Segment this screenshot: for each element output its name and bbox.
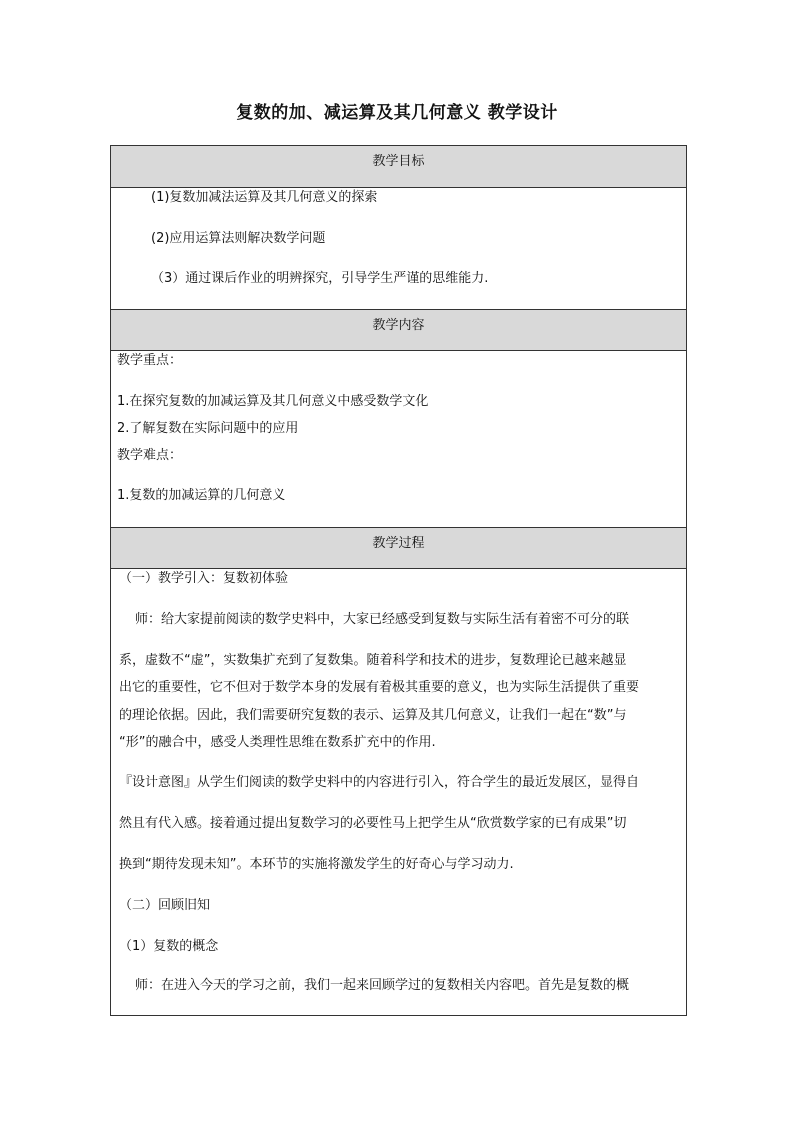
difficulties-label: 教学难点： [117, 448, 183, 463]
process-header [111, 528, 686, 569]
process-line: 系，虚数不“虚”，实数集扩充到了复数集。随着科学和技术的进步，复数理论已越来越显 [119, 653, 627, 668]
process-line: （1）复数的概念 [119, 939, 219, 954]
process-line: （二）回顾旧知 [119, 898, 211, 913]
document-title: 复数的加、减运算及其几何意义 教学设计 [236, 103, 558, 123]
key-point-item: 1.在探究复数的加减运算及其几何意义中感受数学文化 [117, 394, 429, 409]
objective-item: (2)应用运算法则解决数学问题 [151, 231, 326, 246]
objective-item: （3）通过课后作业的明辨探究，引导学生严谨的思维能力. [151, 271, 489, 286]
content-header [111, 310, 686, 351]
objective-item: (1)复数加减法运算及其几何意义的探索 [151, 190, 378, 205]
process-line: 师：给大家提前阅读的数学史料中，大家已经感受到复数与实际生活有着密不可分的联 [135, 612, 630, 627]
process-line: （一）教学引入：复数初体验 [119, 571, 289, 586]
process-header-label: 教学过程 [372, 536, 425, 551]
key-points-label: 教学重点： [117, 353, 183, 368]
process-line: 的理论依据。因此，我们需要研究复数的表示、运算及其几何意义，让我们一起在“数”与 [119, 708, 627, 723]
process-line: 师：在进入今天的学习之前，我们一起来回顾学过的复数相关内容吧。首先是复数的概 [135, 978, 630, 993]
key-point-item: 2.了解复数在实际问题中的应用 [117, 421, 299, 436]
objectives-header [111, 146, 686, 188]
lesson-table [110, 145, 687, 1016]
process-line: 出它的重要性，它不但对于数学本身的发展有着极其重要的意义，也为实际生活提供了重要 [119, 680, 640, 695]
content-header-label: 教学内容 [372, 318, 425, 333]
process-line: 『设计意图』从学生们阅读的数学史料中的内容进行引入，符合学生的最近发展区，显得自 [119, 775, 640, 790]
process-line: “形”的融合中，感受人类理性思维在数系扩充中的作用. [119, 735, 436, 750]
process-line: 然且有代入感。接着通过提出复数学习的必要性马上把学生从“欣赏数学家的已有成果”切 [119, 816, 627, 831]
objectives-header-label: 教学目标 [372, 154, 425, 169]
difficulty-item: 1.复数的加减运算的几何意义 [117, 488, 286, 503]
process-line: 换到“期待发现未知”。本环节的实施将激发学生的好奇心与学习动力. [119, 857, 514, 872]
